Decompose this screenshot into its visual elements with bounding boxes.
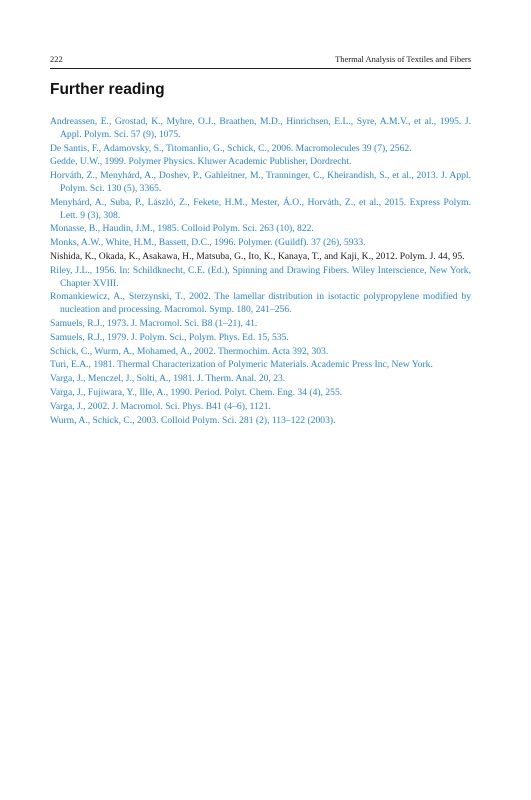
reference-item[interactable]: Gedde, U.W., 1999. Polymer Physics. Kluwer Academic Publisher, Dordrecht. <box>50 156 352 168</box>
section-title: Further reading <box>50 81 165 98</box>
page-number: 222 <box>50 54 63 64</box>
reference-item[interactable]: Andreassen, E., Grostad, K., Myhre, O.J., Braathen, M.D., Hinrichsen, E.L., Syre, A.M.V., et al., 1995. J. Appl. Polym. Sci. 57 (9), 1075. <box>50 116 471 140</box>
reference-item[interactable]: Varga, J., 2002. J. Macromol. Sci. Phys. B41 (4–6), 1121. <box>50 400 271 412</box>
header-rule <box>50 68 471 69</box>
reference-item[interactable]: Samuels, R.J., 1979. J. Polym. Sci., Polym. Phys. Ed. 15, 535. <box>50 331 289 343</box>
reference-item[interactable]: Schick, C., Wurm, A., Mohamed, A., 2002. Thermochim. Acta 392, 303. <box>50 345 329 357</box>
reference-list <box>50 116 471 428</box>
reference-item[interactable]: Monasse, B., Haudin, J.M., 1985. Colloid Polym. Sci. 263 (10), 822. <box>50 223 314 235</box>
reference-item: Nishida, K., Okada, K., Asakawa, H., Matsuba, G., Ito, K., Kanaya, T., and Kaji, K., 2012. Polym. J. 44, 95. <box>50 250 465 262</box>
reference-item[interactable]: Varga, J., Menczel, J., Solti, A., 1981. J. Therm. Anal. 20, 23. <box>50 373 286 385</box>
reference-item[interactable]: Wurm, A., Schick, C., 2003. Colloid Polym. Sci. 281 (2), 113–122 (2003). <box>50 414 336 426</box>
reference-item[interactable]: Horváth, Z., Menyhárd, A., Doshev, P., Gahleitner, M., Tranninger, C., Kheirandish, S., et al., 2013. J. Appl. Polym. Sci. 130 (5), 3365. <box>50 170 471 194</box>
reference-item[interactable]: Turi, E.A., 1981. Thermal Characterization of Polymeric Materials. Academic Press Inc, New York. <box>50 359 433 371</box>
reference-item[interactable]: Riley, J.L., 1956. In: Schildknecht, C.E. (Ed.), Spinning and Drawing Fibers. Wiley Interscience, New York, Chapter XVIII. <box>50 264 471 289</box>
reference-item[interactable]: Monks, A.W., White, H.M., Bassett, D.C., 1996. Polymer. (Guildf). 37 (26), 5933. <box>50 237 366 249</box>
reference-item[interactable]: Menyhárd, A., Suba, P., László, Z., Fekete, H.M., Mester, Á.O., Horváth, Z., et al., 2015. Express Polym. Lett. 9 (3), 308. <box>50 196 471 221</box>
reference-item[interactable]: Samuels, R.J., 1973. J. Macromol. Sci. B8 (1–21), 41. <box>50 317 258 329</box>
reference-item[interactable]: De Santis, F., Adamovsky, S., Titomanlio, G., Schick, C., 2006. Macromolecules 39 (7), 2562. <box>50 142 412 154</box>
reference-item[interactable]: Varga, J., Fujiwara, Y., Ille, A., 1990. Period. Polyt. Chem. Eng. 34 (4), 255. <box>50 386 343 398</box>
running-title: Thermal Analysis of Textiles and Fibers <box>335 54 471 64</box>
page-header <box>50 53 471 65</box>
reference-item[interactable]: Romankiewicz, A., Sterzynski, T., 2002. The lamellar distribution in isotactic polypropylene modified by nucleation and processing. Macromol. Symp. 180, 241–256. <box>50 291 471 316</box>
